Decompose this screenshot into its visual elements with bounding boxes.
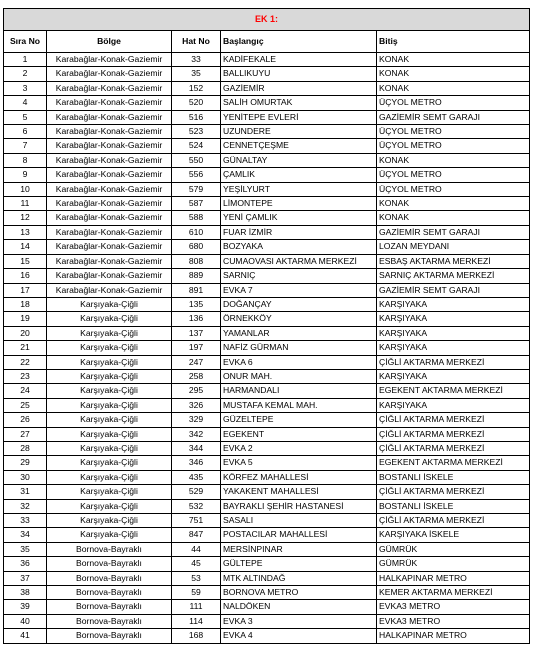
- cell-bolge: Karabağlar-Konak-Gaziemir: [47, 182, 172, 196]
- header-sira-no: Sıra No: [4, 31, 47, 53]
- cell-bitis: ÜÇYOL METRO: [377, 125, 530, 139]
- cell-baslangic: YENİ ÇAMLIK: [221, 211, 377, 225]
- cell-hat-no: 889: [172, 269, 221, 283]
- table-row: [4, 125, 530, 139]
- cell-hat-no: 114: [172, 614, 221, 628]
- cell-bolge: Karabağlar-Konak-Gaziemir: [47, 67, 172, 81]
- bus-lines-table: [3, 8, 530, 644]
- cell-baslangic: YAMANLAR: [221, 326, 377, 340]
- table-row: [4, 600, 530, 614]
- table-header-row: [4, 31, 530, 53]
- cell-hat-no: 247: [172, 355, 221, 369]
- cell-hat-no: 137: [172, 326, 221, 340]
- cell-bitis: KONAK: [377, 153, 530, 167]
- cell-bitis: BOSTANLI İSKELE: [377, 499, 530, 513]
- table-row: [4, 211, 530, 225]
- cell-bitis: LOZAN MEYDANI: [377, 240, 530, 254]
- cell-hat-no: 556: [172, 168, 221, 182]
- cell-bitis: ÇİĞLİ AKTARMA MERKEZİ: [377, 413, 530, 427]
- cell-hat-no: 346: [172, 456, 221, 470]
- header-bolge: Bölge: [47, 31, 172, 53]
- cell-bolge: Karşıyaka-Çiğli: [47, 413, 172, 427]
- table-row: [4, 427, 530, 441]
- cell-hat-no: 44: [172, 542, 221, 556]
- table-row: [4, 67, 530, 81]
- table-row: [4, 182, 530, 196]
- cell-hat-no: 326: [172, 398, 221, 412]
- table-row: [4, 254, 530, 268]
- cell-sira-no: 4: [4, 96, 47, 110]
- cell-baslangic: EVKA 2: [221, 441, 377, 455]
- cell-bitis: GAZİEMİR SEMT GARAJI: [377, 283, 530, 297]
- cell-bolge: Karabağlar-Konak-Gaziemir: [47, 96, 172, 110]
- cell-baslangic: GAZİEMİR: [221, 81, 377, 95]
- cell-bolge: Karabağlar-Konak-Gaziemir: [47, 269, 172, 283]
- cell-bolge: Karşıyaka-Çiğli: [47, 499, 172, 513]
- cell-bolge: Bornova-Bayraklı: [47, 542, 172, 556]
- cell-sira-no: 28: [4, 441, 47, 455]
- cell-bolge: Karabağlar-Konak-Gaziemir: [47, 225, 172, 239]
- cell-baslangic: GÜNALTAY: [221, 153, 377, 167]
- cell-bitis: KARŞIYAKA: [377, 341, 530, 355]
- cell-bitis: EVKA3 METRO: [377, 614, 530, 628]
- cell-sira-no: 12: [4, 211, 47, 225]
- cell-sira-no: 31: [4, 485, 47, 499]
- cell-bitis: KONAK: [377, 197, 530, 211]
- document-page: [3, 8, 529, 644]
- cell-baslangic: MTK ALTINDAĞ: [221, 571, 377, 585]
- cell-bolge: Karabağlar-Konak-Gaziemir: [47, 110, 172, 124]
- cell-bitis: ÜÇYOL METRO: [377, 182, 530, 196]
- cell-hat-no: 59: [172, 586, 221, 600]
- cell-sira-no: 26: [4, 413, 47, 427]
- cell-bitis: ÇİĞLİ AKTARMA MERKEZİ: [377, 514, 530, 528]
- table-row: [4, 153, 530, 167]
- cell-sira-no: 6: [4, 125, 47, 139]
- cell-bolge: Karşıyaka-Çiğli: [47, 470, 172, 484]
- cell-sira-no: 23: [4, 369, 47, 383]
- cell-bitis: KARŞIYAKA: [377, 312, 530, 326]
- cell-bolge: Karşıyaka-Çiğli: [47, 369, 172, 383]
- cell-hat-no: 197: [172, 341, 221, 355]
- cell-bitis: HALKAPINAR METRO: [377, 629, 530, 643]
- cell-baslangic: KÖRFEZ MAHALLESİ: [221, 470, 377, 484]
- cell-bitis: KONAK: [377, 53, 530, 67]
- cell-sira-no: 22: [4, 355, 47, 369]
- cell-hat-no: 587: [172, 197, 221, 211]
- cell-baslangic: ÖRNEKKÖY: [221, 312, 377, 326]
- cell-baslangic: KADİFEKALE: [221, 53, 377, 67]
- cell-bolge: Bornova-Bayraklı: [47, 557, 172, 571]
- table-row: [4, 557, 530, 571]
- table-row: [4, 81, 530, 95]
- table-row: [4, 398, 530, 412]
- table-row: [4, 499, 530, 513]
- cell-bolge: Karabağlar-Konak-Gaziemir: [47, 53, 172, 67]
- cell-bolge: Karşıyaka-Çiğli: [47, 355, 172, 369]
- cell-bitis: ÇİĞLİ AKTARMA MERKEZİ: [377, 485, 530, 499]
- cell-baslangic: BAYRAKLI ŞEHİR HASTANESİ: [221, 499, 377, 513]
- table-row: [4, 614, 530, 628]
- cell-bolge: Karabağlar-Konak-Gaziemir: [47, 125, 172, 139]
- cell-bolge: Karşıyaka-Çiğli: [47, 398, 172, 412]
- cell-hat-no: 152: [172, 81, 221, 95]
- cell-hat-no: 529: [172, 485, 221, 499]
- table-row: [4, 53, 530, 67]
- table-row: [4, 413, 530, 427]
- header-baslangic: Başlangıç: [221, 31, 377, 53]
- cell-baslangic: SASALI: [221, 514, 377, 528]
- cell-bolge: Karabağlar-Konak-Gaziemir: [47, 283, 172, 297]
- cell-bitis: KEMER AKTARMA MERKEZİ: [377, 586, 530, 600]
- cell-sira-no: 25: [4, 398, 47, 412]
- cell-sira-no: 15: [4, 254, 47, 268]
- cell-sira-no: 5: [4, 110, 47, 124]
- cell-hat-no: 610: [172, 225, 221, 239]
- cell-sira-no: 19: [4, 312, 47, 326]
- cell-sira-no: 34: [4, 528, 47, 542]
- cell-bitis: EVKA3 METRO: [377, 600, 530, 614]
- cell-hat-no: 344: [172, 441, 221, 455]
- cell-baslangic: GÜZELTEPE: [221, 413, 377, 427]
- cell-bolge: Karabağlar-Konak-Gaziemir: [47, 197, 172, 211]
- cell-bitis: GÜMRÜK: [377, 542, 530, 556]
- table-row: [4, 369, 530, 383]
- cell-sira-no: 29: [4, 456, 47, 470]
- cell-baslangic: ÇAMLIK: [221, 168, 377, 182]
- cell-bolge: Karabağlar-Konak-Gaziemir: [47, 81, 172, 95]
- cell-bitis: KONAK: [377, 211, 530, 225]
- cell-bolge: Karşıyaka-Çiğli: [47, 326, 172, 340]
- cell-sira-no: 16: [4, 269, 47, 283]
- cell-sira-no: 3: [4, 81, 47, 95]
- cell-sira-no: 35: [4, 542, 47, 556]
- cell-bolge: Bornova-Bayraklı: [47, 629, 172, 643]
- cell-sira-no: 18: [4, 297, 47, 311]
- cell-bitis: EGEKENT AKTARMA MERKEZİ: [377, 384, 530, 398]
- table-row: [4, 240, 530, 254]
- table-row: [4, 586, 530, 600]
- table-row: [4, 441, 530, 455]
- cell-hat-no: 751: [172, 514, 221, 528]
- cell-sira-no: 21: [4, 341, 47, 355]
- table-row: [4, 326, 530, 340]
- cell-baslangic: FUAR İZMİR: [221, 225, 377, 239]
- cell-hat-no: 435: [172, 470, 221, 484]
- header-bitis: Bitiş: [377, 31, 530, 53]
- cell-hat-no: 111: [172, 600, 221, 614]
- table-row: [4, 168, 530, 182]
- cell-bolge: Karşıyaka-Çiğli: [47, 456, 172, 470]
- cell-sira-no: 39: [4, 600, 47, 614]
- cell-sira-no: 32: [4, 499, 47, 513]
- cell-baslangic: POSTACILAR MAHALLESİ: [221, 528, 377, 542]
- cell-sira-no: 36: [4, 557, 47, 571]
- cell-sira-no: 10: [4, 182, 47, 196]
- cell-hat-no: 523: [172, 125, 221, 139]
- cell-bitis: ÜÇYOL METRO: [377, 96, 530, 110]
- table-row: [4, 528, 530, 542]
- cell-bitis: BOSTANLI İSKELE: [377, 470, 530, 484]
- cell-sira-no: 7: [4, 139, 47, 153]
- cell-baslangic: EGEKENT: [221, 427, 377, 441]
- cell-baslangic: SALİH OMURTAK: [221, 96, 377, 110]
- table-row: [4, 341, 530, 355]
- cell-baslangic: CUMAOVASI AKTARMA MERKEZİ: [221, 254, 377, 268]
- cell-bolge: Bornova-Bayraklı: [47, 586, 172, 600]
- table-row: [4, 197, 530, 211]
- cell-bitis: ÜÇYOL METRO: [377, 139, 530, 153]
- cell-hat-no: 136: [172, 312, 221, 326]
- cell-hat-no: 550: [172, 153, 221, 167]
- cell-bitis: KONAK: [377, 81, 530, 95]
- cell-baslangic: BALLIKUYU: [221, 67, 377, 81]
- cell-sira-no: 8: [4, 153, 47, 167]
- cell-bitis: HALKAPINAR METRO: [377, 571, 530, 585]
- cell-baslangic: YENİTEPE EVLERİ: [221, 110, 377, 124]
- cell-sira-no: 13: [4, 225, 47, 239]
- cell-baslangic: EVKA 6: [221, 355, 377, 369]
- cell-hat-no: 33: [172, 53, 221, 67]
- header-hat-no: Hat No: [172, 31, 221, 53]
- cell-sira-no: 27: [4, 427, 47, 441]
- cell-bolge: Karabağlar-Konak-Gaziemir: [47, 254, 172, 268]
- cell-sira-no: 24: [4, 384, 47, 398]
- cell-baslangic: LİMONTEPE: [221, 197, 377, 211]
- cell-hat-no: 53: [172, 571, 221, 585]
- cell-hat-no: 891: [172, 283, 221, 297]
- table-row: [4, 571, 530, 585]
- cell-baslangic: DOĞANÇAY: [221, 297, 377, 311]
- cell-sira-no: 11: [4, 197, 47, 211]
- cell-baslangic: NALDÖKEN: [221, 600, 377, 614]
- cell-bitis: ÇİĞLİ AKTARMA MERKEZİ: [377, 427, 530, 441]
- cell-bitis: ÇİĞLİ AKTARMA MERKEZİ: [377, 441, 530, 455]
- cell-sira-no: 20: [4, 326, 47, 340]
- cell-bolge: Karşıyaka-Çiğli: [47, 341, 172, 355]
- cell-sira-no: 40: [4, 614, 47, 628]
- cell-bolge: Karabağlar-Konak-Gaziemir: [47, 240, 172, 254]
- table-row: [4, 139, 530, 153]
- cell-bitis: GÜMRÜK: [377, 557, 530, 571]
- cell-baslangic: SARNIÇ: [221, 269, 377, 283]
- cell-sira-no: 33: [4, 514, 47, 528]
- cell-baslangic: BOZYAKA: [221, 240, 377, 254]
- table-row: [4, 470, 530, 484]
- cell-hat-no: 329: [172, 413, 221, 427]
- cell-baslangic: BORNOVA METRO: [221, 586, 377, 600]
- table-row: [4, 269, 530, 283]
- table-row: [4, 514, 530, 528]
- cell-hat-no: 516: [172, 110, 221, 124]
- cell-baslangic: YEŞİLYURT: [221, 182, 377, 196]
- cell-baslangic: YAKAKENT MAHALLESİ: [221, 485, 377, 499]
- cell-bolge: Karşıyaka-Çiğli: [47, 514, 172, 528]
- cell-hat-no: 520: [172, 96, 221, 110]
- cell-baslangic: UZUNDERE: [221, 125, 377, 139]
- cell-baslangic: EVKA 5: [221, 456, 377, 470]
- cell-baslangic: HARMANDALI: [221, 384, 377, 398]
- cell-bitis: ÜÇYOL METRO: [377, 168, 530, 182]
- cell-hat-no: 135: [172, 297, 221, 311]
- table-row: [4, 485, 530, 499]
- cell-bitis: KONAK: [377, 67, 530, 81]
- cell-bolge: Karşıyaka-Çiğli: [47, 427, 172, 441]
- table-title: EK 1:: [4, 9, 530, 31]
- cell-bolge: Karşıyaka-Çiğli: [47, 384, 172, 398]
- cell-bolge: Karşıyaka-Çiğli: [47, 297, 172, 311]
- table-body: [4, 53, 530, 644]
- cell-baslangic: ONUR MAH.: [221, 369, 377, 383]
- table-row: [4, 355, 530, 369]
- table-row: [4, 384, 530, 398]
- cell-sira-no: 14: [4, 240, 47, 254]
- cell-hat-no: 588: [172, 211, 221, 225]
- cell-sira-no: 38: [4, 586, 47, 600]
- cell-bolge: Karabağlar-Konak-Gaziemir: [47, 139, 172, 153]
- cell-hat-no: 342: [172, 427, 221, 441]
- cell-sira-no: 41: [4, 629, 47, 643]
- table-row: [4, 542, 530, 556]
- cell-bolge: Bornova-Bayraklı: [47, 571, 172, 585]
- cell-hat-no: 295: [172, 384, 221, 398]
- cell-hat-no: 847: [172, 528, 221, 542]
- cell-hat-no: 532: [172, 499, 221, 513]
- cell-hat-no: 524: [172, 139, 221, 153]
- cell-sira-no: 37: [4, 571, 47, 585]
- cell-bitis: KARŞIYAKA: [377, 297, 530, 311]
- cell-hat-no: 45: [172, 557, 221, 571]
- cell-sira-no: 2: [4, 67, 47, 81]
- cell-bitis: KARŞIYAKA: [377, 369, 530, 383]
- table-title-row: [4, 9, 530, 31]
- table-row: [4, 456, 530, 470]
- cell-bolge: Bornova-Bayraklı: [47, 600, 172, 614]
- cell-bitis: GAZİEMİR SEMT GARAJI: [377, 110, 530, 124]
- cell-baslangic: CENNETÇEŞME: [221, 139, 377, 153]
- cell-sira-no: 30: [4, 470, 47, 484]
- cell-sira-no: 1: [4, 53, 47, 67]
- cell-baslangic: EVKA 7: [221, 283, 377, 297]
- cell-hat-no: 680: [172, 240, 221, 254]
- cell-hat-no: 35: [172, 67, 221, 81]
- cell-sira-no: 17: [4, 283, 47, 297]
- cell-bitis: KARŞIYAKA İSKELE: [377, 528, 530, 542]
- table-row: [4, 629, 530, 643]
- cell-baslangic: GÜLTEPE: [221, 557, 377, 571]
- table-row: [4, 96, 530, 110]
- cell-baslangic: EVKA 4: [221, 629, 377, 643]
- cell-bitis: ESBAŞ AKTARMA MERKEZİ: [377, 254, 530, 268]
- cell-bitis: ÇİĞLİ AKTARMA MERKEZİ: [377, 355, 530, 369]
- cell-bolge: Karşıyaka-Çiğli: [47, 528, 172, 542]
- cell-bitis: GAZİEMİR SEMT GARAJI: [377, 225, 530, 239]
- cell-hat-no: 579: [172, 182, 221, 196]
- table-row: [4, 225, 530, 239]
- cell-bitis: EGEKENT AKTARMA MERKEZİ: [377, 456, 530, 470]
- cell-baslangic: EVKA 3: [221, 614, 377, 628]
- cell-hat-no: 168: [172, 629, 221, 643]
- cell-bolge: Karşıyaka-Çiğli: [47, 485, 172, 499]
- cell-bolge: Karşıyaka-Çiğli: [47, 441, 172, 455]
- cell-bolge: Karabağlar-Konak-Gaziemir: [47, 211, 172, 225]
- cell-hat-no: 258: [172, 369, 221, 383]
- cell-baslangic: MUSTAFA KEMAL MAH.: [221, 398, 377, 412]
- cell-baslangic: NAFİZ GÜRMAN: [221, 341, 377, 355]
- cell-bitis: KARŞIYAKA: [377, 326, 530, 340]
- cell-sira-no: 9: [4, 168, 47, 182]
- cell-hat-no: 808: [172, 254, 221, 268]
- table-row: [4, 110, 530, 124]
- cell-baslangic: MERSİNPINAR: [221, 542, 377, 556]
- cell-bolge: Karabağlar-Konak-Gaziemir: [47, 168, 172, 182]
- cell-bitis: SARNIÇ AKTARMA MERKEZİ: [377, 269, 530, 283]
- table-row: [4, 297, 530, 311]
- cell-bolge: Karabağlar-Konak-Gaziemir: [47, 153, 172, 167]
- table-row: [4, 312, 530, 326]
- cell-bolge: Karşıyaka-Çiğli: [47, 312, 172, 326]
- cell-bitis: KARŞIYAKA: [377, 398, 530, 412]
- cell-bolge: Bornova-Bayraklı: [47, 614, 172, 628]
- table-row: [4, 283, 530, 297]
